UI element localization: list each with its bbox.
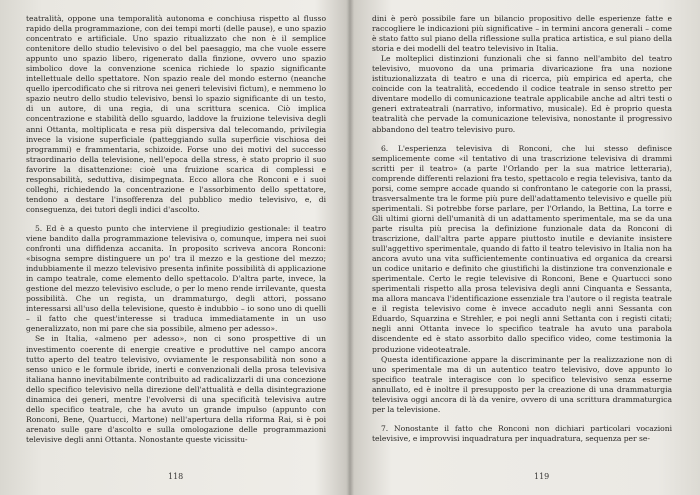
left-page-text	[26, 14, 326, 445]
left-page	[26, 14, 326, 484]
book-gutter	[346, 0, 354, 495]
paragraph: Questa identificazione appare la discriminante per la realizzazione non di uno sperimentale ma di un autentico teatro televisivo, dove appunto lo specifico teatrale interagisce con lo specifico televisivo senza esserne annullato, ed è inoltre il presupposto per la creazione di una drammaturgia televisiva oggi ancora di là da venire, ovvero di una scrittura drammaturgica per la televisione.	[372, 354, 672, 414]
paragraph: Se in Italia, «almeno per adesso», non ci sono prospettive di un investimento coerente di energie creative e produttive nel campo ancora tutto aperto del teatro televisivo, ovviamente le responsabilità non sono a senso unico e le formule ibride, inerti e convenzionali della prosa televisiva italiana hanno inevitabilmente contribuito ad radicalizzarli di una concezione dello specifico televisivo nella direzione dell'attualità e della disintegrazione dinamica dei generi, mentre l'evolversi di una specificità televisiva autre dello specifico teatrale, che ha avuto un grande impulso (appunto con Ronconi, Bene, Quartucci, Martone) nell'apertura della riforma Rai, si è poi arenato sulle gare d'ascolto e sulla omologazione delle programmazioni televisive degli anni Ottanta. Nonostante queste vicissitu-	[26, 334, 326, 444]
paragraph: 7. Nonostante il fatto che Ronconi non dichiari particolari vocazioni televisive, e improvvisi inquadratura per inquadratura, sequenza per se-	[372, 423, 672, 443]
paragraph: dini è però possibile fare un bilancio propositivo delle esperienze fatte e raccogliere le indicazioni più significative – in termini ancora generali – come è stato fatto sul piano della riflessione sulla pratica artistica, e sul piano della storia e dei modelli del teatro televisivo in Italia.	[372, 14, 672, 54]
page-number-left: 118	[168, 472, 184, 481]
page-number-right: 119	[534, 472, 550, 481]
right-page-text	[372, 14, 672, 444]
paragraph: Le molteplici distinzioni funzionali che si fanno nell'ambito del teatro televisivo, muovono da una primaria divaricazione fra una nozione istituzionalizzata di teatro e una di ricerca, più empirica ed aperta, che coincide con la teatralità, eccedendo il codice teatrale in senso stretto per diventare modello di comunicazione teatrale applicabile anche ad altri testi o generi extrateatrali (narrativo, informativo, musicale). Ed è proprio questa teatralità che pervade la comunicazione televisiva, nonostante il progressivo abbandono del teatro televisivo puro.	[372, 54, 672, 134]
paragraph: 5. Ed è a questo punto che interviene il pregiudizio gestionale: il teatro viene bandito dalla programmazione televisiva o, comunque, impera nei suoi confronti una diffidenza accanita. In proposito scriveva ancora Ronconi: «bisogna sempre distinguere un po' tra il mezzo e la gestione del mezzo; indubbiamente il mezzo televisivo presenta infinite possibilità di applicazione in campo teatrale, come elemento dello spettacolo. D'altra parte, invece, la gestione del mezzo televisivo esclude, o per lo meno rende irrilevante, questa possibilità. Che un regista, un drammaturgo, degli attori, possano interessarsi all'uso della televisione, questo è indubbio – io sono uno di quelli – il fatto che quest'interesse si traduca immediatamente in un uso generalizzato, non mi pare che sia possibile, almeno per adesso».	[26, 223, 326, 334]
right-page	[372, 14, 672, 484]
paragraph: teatralità, oppone una temporalità autonoma e conchiusa rispetto al flusso rapido della programmazione, con dei tempi morti (delle pause), e uno spazio concentrato e artificiale. Uno spazio ritualizzato che non è il semplice contenitore dello studio televisivo o del bel paesaggio, ma che vuole essere appunto uno spazio libero, rigenerato dalla finzione, ovvero uno spazio simbolico dove la convenzione scenica richiede lo spazio significante intellettuale dello spettatore. Non spazio reale del mondo esterno (neanche quello ipercodificato che si ritrova nei generi televisivi fictum), e nemmeno lo spazio neutro dello studio televisivo, bensì lo spazio significante di un testo, di un autore, di una regia, di una scrittura scenica. Ciò implica concentrazione e stabilità dello sguardo, laddove la fruizione televisiva degli anni Ottanta, moltiplicata e resa più dispersiva dal telecomando, privilegia invece la visione superficiale (patteggiando sulla superficie vischiosa dei programmi) e frammentaria, schizoide. Forse uno dei motivi del successo straordinario della televisione, nell'epoca della stress, è stato proprio il suo favorire la disattenzione: cioè una fruizione scarica di complessi e responsabilità, seduttiva, disimpegnata. Ecco allora che Ronconi e i suoi colleghi, richiedendo la concentrazione e l'assorbimento dello spettatore, tendono a destare l'insofferenza del pubblico medio televisivo, e, di conseguenza, dei tutori degli indici d'ascolto.	[26, 14, 326, 214]
paragraph: 6. L'esperienza televisiva di Ronconi, che lui stesso definisce semplicemente come «il tentativo di una trascrizione televisiva di drammi scritti per il teatro» (a parte l'Orlando per la sua matrice letteraria), comprende differenti relazioni fra testo, spettacolo e regia televisiva, tanto da porsi, come sempre accade quando si confrontano le categorie con la prassi, trasversalmente tra le forme più pure dell'adattamento televisivo e quelle più sperimentali. Si potrebbe forse parlare, per l'Orlando, la Bettina, La torre e Gli ultimi giorni dell'umanità di un adattamento sperimentale, ma se da una parte risulta più precisa la definizione funzionale data da Ronconi di trascrizione, dall'altra parte appare piuttosto inutile e devianite insistere sull'aggettivo sperimentale, quando di fatto il teatro televisivo in Italia non ha ancora avuto una vita sufficientemente continuativa ed organica da crearsi un codice unitario e definito che giustifichi la distinzione tra convenzionale e sperimentale. Certo le regie televisive di Ronconi, Bene e Quartucci sono sperimentali rispetto alla prosa televisiva degli anni Cinquanta e Sessanta, ma allora mancava l'identificazione essenziale tra l'autore o il regista teatrale e il regista televisivo come è invece accaduto negli anni Sessanta con Eduardo, Squarzina e Strehler, e poi negli anni Settanta con i registi citati; negli anni Ottanta invece lo specifico teatrale ha avuto una parabola discendente ed è stato assorbito dallo specifico video, come testimonia la produzione videoteatrale.	[372, 143, 672, 354]
